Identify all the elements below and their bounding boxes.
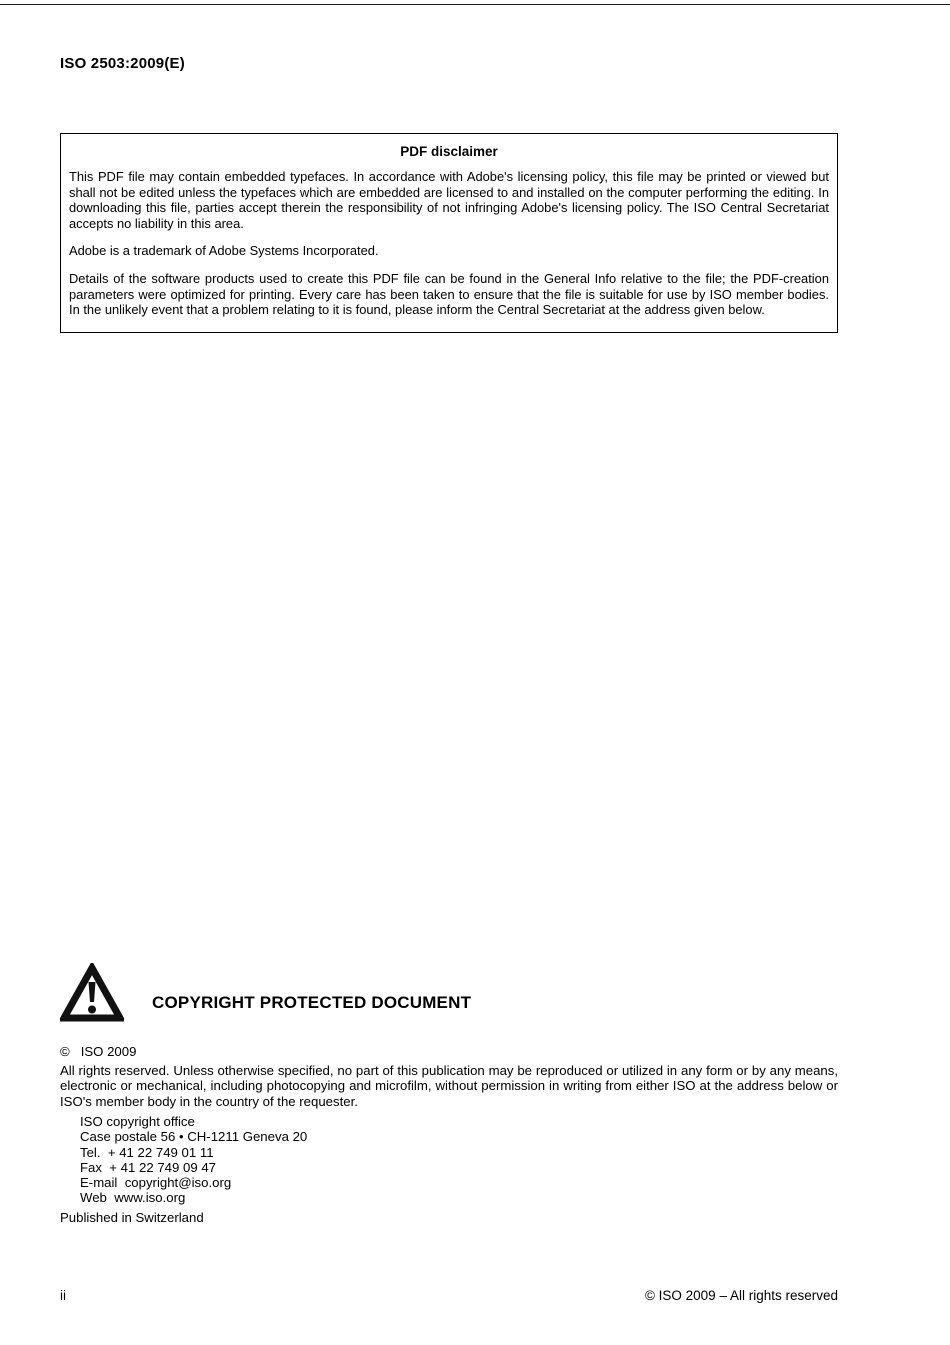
- address-line-tel: Tel. + 41 22 749 01 11: [80, 1144, 214, 1160]
- page-footer: [60, 1288, 838, 1303]
- copyright-heading-row: [60, 963, 471, 1023]
- disclaimer-paragraph: Details of the software products used to create this PDF file can be found in the General Info relative to the file; the PDF-creation parameters were optimized for printing. Every care has been taken to ensure that the file is suitable for use by ISO member bodies. In the unlikely event that a problem relating to it is found, please inform the Central Secretariat at the address given below.: [69, 270, 829, 318]
- footer-copyright-notice: © ISO 2009 – All rights reserved: [644, 1288, 838, 1303]
- address-line-email: E-mail copyright@iso.org: [80, 1175, 232, 1191]
- address-line-postal: Case postale 56 • CH-1211 Geneva 20: [80, 1129, 308, 1145]
- doc-number: ISO 2503:2009(E): [60, 55, 185, 72]
- address-line-fax: Fax + 41 22 749 09 47: [80, 1159, 217, 1175]
- rights-reserved-text: All rights reserved. Unless otherwise specified, no part of this publication may be reproduced or utilized in any form or by any means, electronic or mechanical, including photocopying and microfilm, without permission in writing from either ISO at the address below or ISO's member body in the country of the requester.: [60, 1063, 838, 1109]
- address-line-web: Web www.iso.org: [80, 1190, 186, 1206]
- page-edge-line: [0, 4, 950, 5]
- disclaimer-title: PDF disclaimer: [400, 144, 498, 159]
- published-in-switzerland: Published in Switzerland: [60, 1210, 204, 1225]
- warning-triangle-icon: [60, 963, 124, 1023]
- disclaimer-paragraph: Adobe is a trademark of Adobe Systems Incorporated.: [69, 243, 379, 259]
- pdf-disclaimer-box: [60, 133, 838, 333]
- address-line-office: ISO copyright office: [80, 1114, 195, 1129]
- copyright-protected-heading: COPYRIGHT PROTECTED DOCUMENT: [152, 993, 472, 1012]
- copyright-year-line: © ISO 2009: [60, 1044, 137, 1059]
- iso-address-block: [80, 1114, 307, 1206]
- footer-page-number: ii: [60, 1288, 66, 1303]
- disclaimer-paragraph: This PDF file may contain embedded typefaces. In accordance with Adobe's licensing policy, this file may be printed or viewed but shall not be edited unless the typefaces which are embedded are licensed to and installed on the computer performing the editing. In downloading this file, parties accept therein the responsibility of not infringing Adobe's licensing policy. The ISO Central Secretariat accepts no liability in this area.: [69, 169, 829, 231]
